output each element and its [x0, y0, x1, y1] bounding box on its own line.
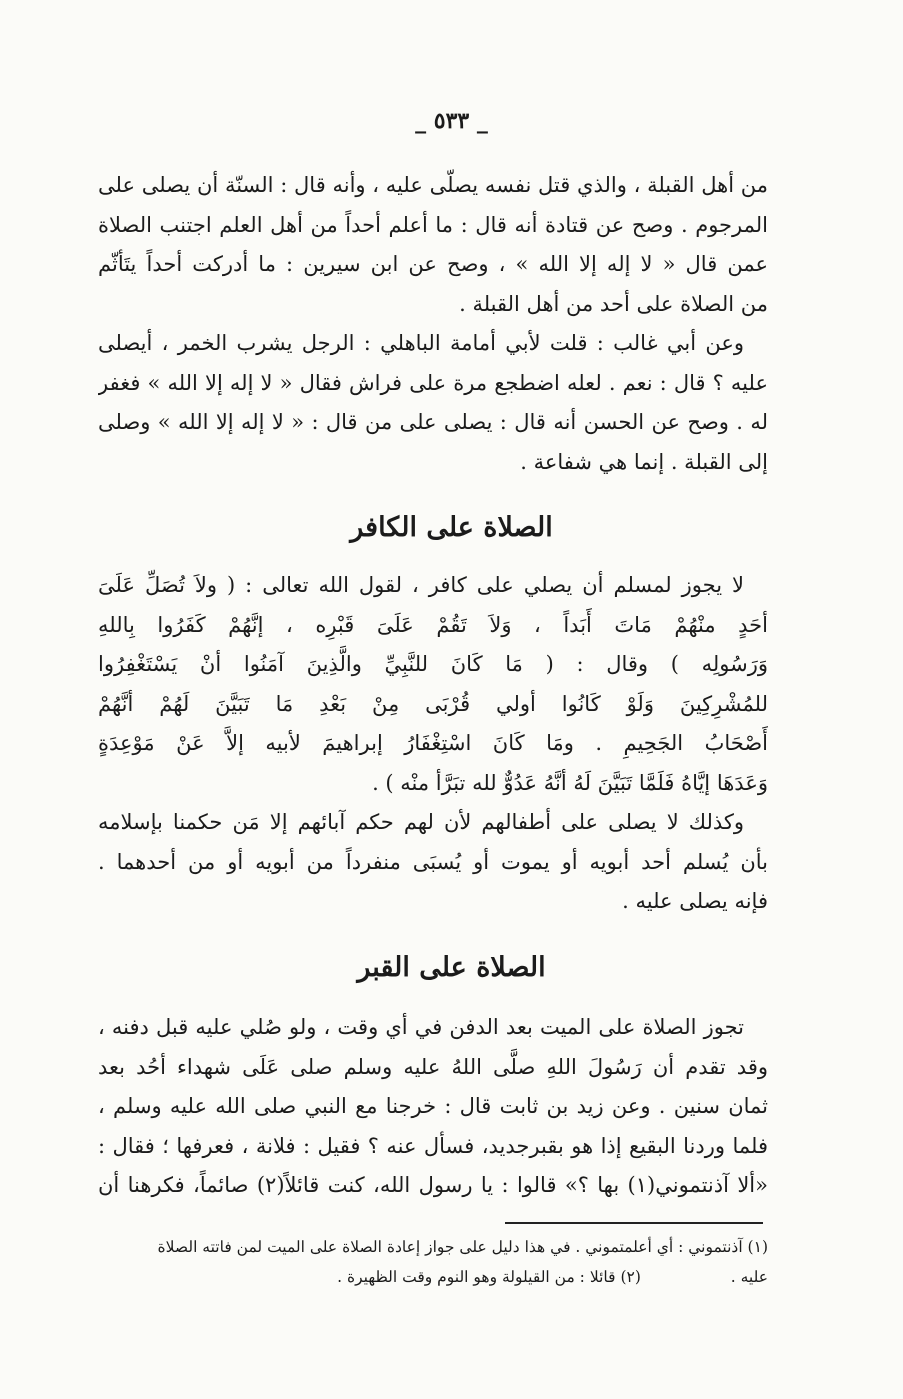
section-heading-kafir: الصلاة على الكافر	[350, 512, 553, 543]
section-qabr-text	[98, 1008, 768, 1206]
text-line: إلى القبلة . إنما هي شفاعة .	[520, 449, 768, 474]
text-line: المرجوم . وصح عن قتادة أنه قال : ما أعلم أحداً من أهل العلم اجتنب الصلاة	[98, 212, 768, 237]
page-number: _ ٥٣٣ _	[415, 108, 488, 134]
footnote-2: (٢) قائلا : من القيلولة وهو النوم وقت الظهيرة .	[337, 1268, 641, 1286]
text-line: فإنه يصلى عليه .	[622, 889, 768, 913]
text-line: عمن قال « لا إله إلا الله » ، وصح عن ابن سيرين : ما أدركت أحداً يتَأثّم	[98, 252, 768, 276]
text-line: وعن أبي غالب : قلت لأبي أمامة الباهلي : الرجل يشرب الخمر ، أيصلى	[98, 331, 744, 355]
text-line: لا يجوز لمسلم أن يصلي على كافر ، لقول الله تعالى : ( ولاَ تُصَلِّ عَلَىَ	[98, 573, 744, 597]
text-line: وَرَسُولِه ) وقال : ( مَا كَانَ للنَّبِيِّ والَّذِينَ آمَنُوا أنْ يَسْتَغْفِرُوا	[98, 652, 768, 676]
footnote-1: (١) آذنتموني : أي أعلمتموني . في هذا دليل على جواز إعادة الصلاة على الميت لمن فاتته الصلاة	[157, 1238, 768, 1256]
text-line: ثمان سنين . وعن زيد بن ثابت قال : خرجنا مع النبي صلى الله عليه وسلم ،	[98, 1094, 768, 1118]
text-line: له . وصح عن الحسن أنه قال : يصلى على من قال : « لا إله إلا الله » وصلى	[98, 410, 768, 434]
section-heading-qabr: الصلاة على القبر	[357, 952, 546, 983]
text-line: فلما وردنا البقيع إذا هو بقبرجديد، فسأل عنه ؟ فقيل : فلانة ، فعرفها ؛ فقال :	[98, 1133, 768, 1158]
text-line: أَصْحَابُ الجَحِيمِ . ومَا كَانَ اسْتِغْفَارُ إبراهيمَ لأبيه إلاَّ عَنْ مَوْعِدَةٍ	[98, 731, 768, 755]
text-line: «ألا آذنتموني(١) بها ؟» قالوا : يا رسول الله، كنت قائلاً(٢) صائماً، فكرهنا أن	[98, 1173, 768, 1197]
text-line: من الصلاة على أحد من أهل القبلة .	[459, 291, 768, 316]
footnote-1-continuation	[98, 1262, 768, 1292]
footnote-1-end: عليه .	[730, 1268, 768, 1286]
text-line: تجوز الصلاة على الميت بعد الدفن في أي وقت ، ولو صُلي عليه قبل دفنه ،	[98, 1015, 744, 1039]
footnote-divider	[505, 1222, 763, 1224]
text-line: بأن يُسلم أحد أبويه أو يموت أو يُسبَى منفرداً من أبويه أو من أحدهما .	[98, 849, 768, 874]
text-line: من أهل القبلة ، والذي قتل نفسه يصلّى عليه ، وأنه قال : السنّة أن يصلى على	[98, 173, 768, 197]
text-line: عليه ؟ قال : نعم . لعله اضطجع مرة على فراش فقال « لا إله إلا الله » فغفر	[98, 370, 768, 395]
section-intro-text	[98, 166, 768, 482]
text-line: وكذلك لا يصلى على أطفالهم لأن لهم حكم آبائهم إلا مَن حكمنا بإسلامه	[98, 810, 744, 834]
text-line: أحَدٍ منْهُمْ مَاتَ أَبَداً ، وَلاَ تَقُمْ عَلَىَ قَبْرِه ، إنَّهُمْ كَفَرُوا بِاللهِ	[98, 612, 768, 637]
text-line: للمُشْرِكِينَ وَلَوْ كَانُوا أولي قُرْبَى مِنْ بَعْدِ مَا تَبَيَّنَ لَهُمْ أنَّهُمْ	[98, 691, 768, 716]
text-line: وَعَدَهَا إيَّاهُ فَلَمَّا تَبَيَّنَ لَهُ أنَّهُ عَدُوٌّ لله تبَرَّأ منْه ) .	[372, 770, 768, 795]
footnotes	[98, 1232, 768, 1292]
section-kafir-text	[98, 566, 768, 922]
text-line: وقد تقدم أن رَسُولَ اللهِ صلَّى اللهُ عليه وسلم صلى عَلَى شهداء أحُد بعد	[98, 1054, 768, 1079]
